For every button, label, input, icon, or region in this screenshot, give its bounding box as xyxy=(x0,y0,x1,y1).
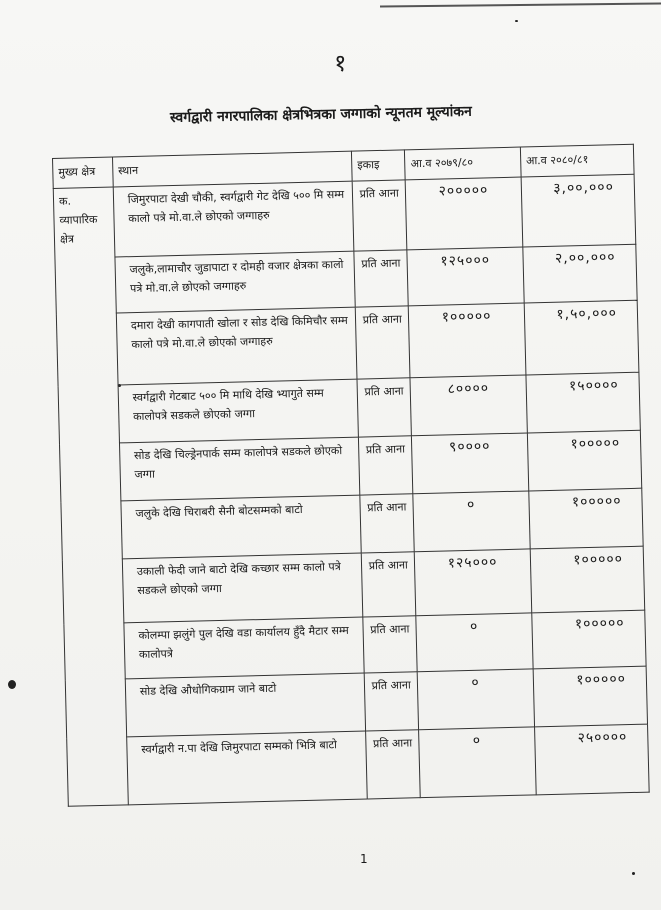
header-year2: आ.व २०८०/८१ xyxy=(520,144,634,177)
unit-cell: प्रति आना xyxy=(364,672,419,731)
page-mark: १ xyxy=(334,49,347,77)
value-year2-cell: १००००० xyxy=(532,610,647,669)
value-year2-cell: २५०००० xyxy=(534,724,649,795)
unit-cell: प्रति आना xyxy=(358,436,413,495)
place-cell: स्वर्गद्वारी गेटबाट ५०० मि माथि देखि भ्यागुते सम्म कालोपत्रे सडकले छोएको जग्गा xyxy=(118,379,359,443)
scan-speck xyxy=(515,20,518,22)
header-place: स्थान xyxy=(112,151,352,187)
value-year1-cell: १२५००० xyxy=(407,247,524,306)
footer-page-number: 1 xyxy=(360,852,368,866)
unit-cell: प्रति आना xyxy=(361,552,416,617)
place-cell: जलुके देखि चिराबरी सैनी बोटसम्मको बाटो xyxy=(121,495,362,559)
value-year2-cell: ३,००,००० xyxy=(521,174,636,247)
value-year1-cell: १२५००० xyxy=(415,549,532,616)
header-unit: इकाइ xyxy=(351,150,405,181)
place-cell: उकाली फेदी जाने बाटो देखि कच्छार सम्म कालो पत्रे सडकले छोएको जग्गा xyxy=(122,553,363,623)
value-year2-cell: १००००० xyxy=(533,666,648,727)
value-year2-cell: १५०००० xyxy=(526,372,641,433)
place-cell: दमारा देखी कागपाती खोला र सोड देखि किमिचौर सम्म कालो पत्रे मो.वा.ले छोएको जग्गाहरु xyxy=(116,307,357,385)
value-year2-cell: १,५०,००० xyxy=(524,300,639,375)
unit-cell: प्रति आना xyxy=(360,494,415,553)
place-cell: स्वर्गद्वारी न.पा देखि जिमुरपाटा सम्मको भित्रि बाटो xyxy=(126,731,367,805)
place-cell: जलुके,लामाचौर जुडापाटा र दोमही वजार क्षेत्रका कालो पत्रे मो.वा.ले छोएको जग्गाहरु xyxy=(115,251,356,313)
valuation-table-wrapper xyxy=(52,144,650,824)
scan-edge-line xyxy=(380,3,661,8)
value-year1-cell: ० xyxy=(418,669,535,730)
area-cell: क. व्यापारिक क्षेत्र xyxy=(53,187,128,806)
value-year2-cell: १००००० xyxy=(530,546,645,613)
place-cell: सोड देखि औधोगिकग्राम जाने बाटो xyxy=(125,673,366,737)
unit-cell: प्रति आना xyxy=(357,378,412,437)
unit-cell: प्रति आना xyxy=(355,306,410,379)
value-year1-cell: १००००० xyxy=(409,303,526,378)
place-cell: जिमुरपाटा देखी चौकी, स्वर्गद्वारी गेट देखि ५०० मि सम्म कालो पत्रे मो.वा.ले छोएको जग्गाहरु xyxy=(113,181,354,257)
unit-cell: प्रति आना xyxy=(366,730,421,799)
table-row xyxy=(67,724,649,806)
value-year1-cell: ० xyxy=(413,491,530,552)
value-year1-cell: ९०००० xyxy=(412,433,529,494)
scan-speck xyxy=(8,680,16,689)
header-year1: आ.व २०७९/८० xyxy=(405,147,521,180)
unit-cell: प्रति आना xyxy=(363,616,418,673)
header-area: मुख्य क्षेत्र xyxy=(53,157,114,188)
scan-speck xyxy=(632,872,635,875)
value-year2-cell: २,००,००० xyxy=(523,244,638,303)
value-year2-cell: १००००० xyxy=(527,430,642,491)
place-cell: सोड देखि चिल्ड्रेनपार्क सम्म कालोपत्रे सडकले छोएको जग्गा xyxy=(119,437,360,501)
document-title: स्वर्गद्वारी नगरपालिका क्षेत्रभित्रका जग्गाको न्यूनतम मूल्यांकन xyxy=(169,103,473,126)
unit-cell: प्रति आना xyxy=(352,180,407,251)
valuation-table xyxy=(52,144,650,807)
value-year1-cell: ८०००० xyxy=(410,375,527,436)
value-year2-cell: १००००० xyxy=(529,488,644,549)
value-year1-cell: २००००० xyxy=(406,177,523,250)
place-cell: कोलम्पा झलुंगे पुल देखि वडा कार्यालय हुँदै मैटार सम्म कालोपत्रे xyxy=(124,617,365,679)
value-year1-cell: ० xyxy=(416,613,533,672)
unit-cell: प्रति आना xyxy=(354,250,409,307)
value-year1-cell: ० xyxy=(419,727,536,798)
